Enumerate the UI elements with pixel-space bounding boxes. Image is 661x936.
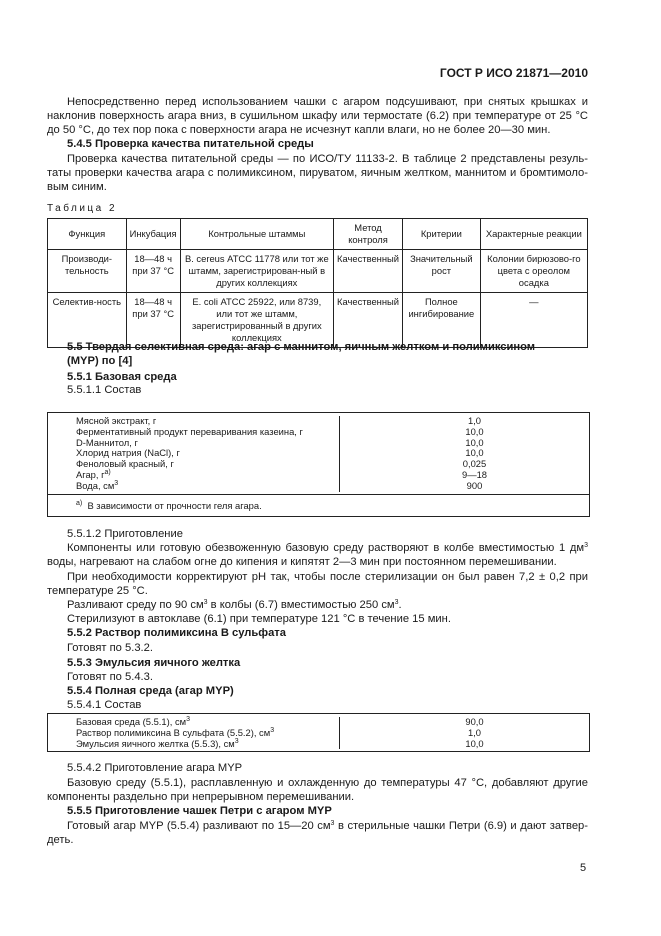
composition-table-complete	[47, 713, 590, 752]
table-header-row	[48, 219, 588, 250]
table-cell: —	[480, 293, 587, 348]
ingredient-name: Хлорид натрия (NaCl), г	[48, 448, 340, 459]
subsection-heading: 5.5.1.2 Приготовление	[67, 528, 183, 540]
paragraph-line: Проверка качества питательной среды — по ИСО/ТУ 11133-2. В таблице 2 представлены резуль-	[67, 153, 588, 165]
table-cell: Качественный	[334, 293, 403, 348]
composition-row	[48, 470, 589, 481]
ingredient-amount: 0,025	[462, 458, 487, 470]
ingredient-name: Вода, $см^3$	[48, 481, 340, 492]
section-heading: 5.5.3 Эмульсия яичного желтка	[67, 657, 241, 669]
footnote-text: В зависимости от прочности геля агара.	[87, 499, 262, 511]
ingredient-name: Раствор полимиксина В сульфата (5.5.2), $см^3$	[48, 728, 340, 739]
ingredient-name: D-Маннитол, г	[48, 438, 340, 449]
footnote-mark: a)	[76, 499, 83, 507]
quality-table	[47, 218, 588, 348]
section-heading: 5.4.5 Проверка качества питательной среды	[67, 138, 314, 150]
paragraph-line: Готовят по 5.4.3.	[67, 671, 153, 683]
paragraph-line: Непосредственно перед использованием чашки с агаром подсушивают, при снятых крышках и	[67, 96, 588, 108]
ingredient-amount: 900	[466, 479, 483, 491]
column-header: Критерии	[403, 219, 481, 250]
ingredient-name: Феноловый красный, г	[48, 459, 340, 470]
ingredient-amount: 90,0	[465, 716, 484, 727]
paragraph-line: При необходимости корректируют pH так, чтобы после стерилизации он был равен 7,2 ± 0,2 при	[67, 571, 588, 583]
page-number: 5	[580, 862, 587, 874]
section-heading: 5.5 Твердая селективная среда: агар с маннитом, яичным желтком и полимиксином	[67, 341, 536, 353]
section-heading: 5.5.5 Приготовление чашек Петри с агаром MYP	[67, 805, 332, 817]
paragraph-line: таты проверки качества агара с полимиксином, пируватом, яичным желтком, маннитом и бромтимоло-	[47, 167, 588, 179]
document-header: ГОСТ Р ИСО 21871—2010	[439, 66, 588, 80]
ingredient-amount: 1,0	[467, 415, 482, 426]
column-header: Контрольные штаммы	[180, 219, 333, 250]
ingredient-amount: 10,0	[465, 425, 484, 437]
composition-row	[48, 459, 589, 470]
table-row	[48, 250, 588, 293]
section-heading: 5.5.4 Полная среда (агар MYP)	[67, 685, 234, 697]
paragraph-line: Разливают среду по 90 $см^3$ в колбы (6.7) вместимостью 250 $см^3$.	[67, 599, 402, 611]
ingredient-amount: 1,0	[467, 726, 482, 738]
section-heading: 5.5.2 Раствор полимиксина В сульфата	[67, 627, 287, 639]
paragraph-line: до 50 °С, до тех пор пока с поверхности агара не исчезнут капли влаги, но не более 20—30 мин.	[47, 124, 551, 136]
ingredient-amount: 10,0	[465, 436, 484, 448]
ingredient-amount: 10,0	[465, 447, 484, 459]
subsection-heading: 5.5.4.2 Приготовление агара MYP	[67, 762, 243, 774]
table-cell: Производи-тельность	[48, 250, 127, 293]
table-cell: Значительный рост	[403, 250, 481, 293]
composition-row	[48, 481, 589, 492]
section-heading: (MYP) по [4]	[67, 355, 133, 367]
ingredient-name: Агар, $г^{a)}$	[48, 470, 340, 481]
table-cell: Колонии бирюзово-го цвета с ореолом осадка	[480, 250, 587, 293]
table-cell: 18—48 ч при 37 °С	[126, 293, 180, 348]
composition-row	[48, 739, 589, 750]
table-cell: 18—48 ч при 37 °С	[126, 250, 180, 293]
paragraph-line: вым синим.	[47, 181, 107, 193]
paragraph-line: Стерилизуют в автоклаве (6.1) при температуре 121 °С в течение 15 мин.	[67, 613, 451, 625]
composition-table-base	[47, 412, 590, 517]
paragraph-line: Базовую среду (5.5.1), расплавленную и охлажденную до температуры 47 °С, добавляют другие	[67, 777, 588, 789]
ingredient-amount: 9—18	[461, 468, 488, 480]
table-cell: Полное ингибирование	[403, 293, 481, 348]
ingredient-name: Эмульсия яичного желтка (5.5.3), $см^3$	[48, 739, 340, 750]
subsection-heading: 5.5.4.1 Состав	[67, 699, 142, 711]
paragraph-line: Готовый агар MYP (5.5.4) разливают по 15—20 $см^3$ в стерильные чашки Петри (6.9) и дают затвер-	[67, 820, 588, 832]
table-cell: Качественный	[334, 250, 403, 293]
section-heading: 5.5.1 Базовая среда	[67, 371, 177, 383]
ingredient-amount: 10,0	[465, 737, 484, 749]
paragraph-line: деть.	[47, 834, 74, 846]
column-header: Инкубация	[126, 219, 180, 250]
paragraph-line: температуре 25 °С.	[47, 585, 148, 597]
subsection-heading: 5.5.1.1 Состав	[67, 384, 142, 396]
table-footnote	[48, 494, 589, 516]
paragraph-line: компоненты раздельно при непрерывном перемешивании.	[47, 791, 355, 803]
ingredient-name: Базовая среда (5.5.1), $см^3$	[48, 717, 340, 728]
table-cell: B. cereus АТСС 11778 или тот же штамм, зарегистрирован-ный в других коллекциях	[180, 250, 333, 293]
ingredient-name: Ферментативный продукт переваривания казеина, г	[48, 427, 340, 438]
ingredient-name: Мясной экстракт, г	[48, 416, 340, 427]
paragraph-line: воды, нагревают на слабом огне до кипения и кипятят 2—3 мин при постоянном перемешивании.	[47, 556, 557, 568]
column-header: Функция	[48, 219, 127, 250]
column-header: Характерные реакции	[480, 219, 587, 250]
column-header: Метод контроля	[334, 219, 403, 250]
table-cell: Селектив-ность	[48, 293, 127, 348]
paragraph-line: Компоненты или готовую обезвоженную базовую среду растворяют в колбе вместимостью 1 $дм^3$	[67, 542, 588, 554]
paragraph-line: Готовят по 5.3.2.	[67, 642, 153, 654]
table-cell: E. coli АТСС 25922, или 8739, или тот же штамм, зарегистрированный в других коллекциях	[180, 293, 333, 348]
table-caption: Таблица 2	[47, 203, 118, 214]
paragraph-line: наклонив поверхность агара вниз, в сушильном шкафу или термостате (6.2) при температуре от 25 °С	[47, 110, 588, 122]
